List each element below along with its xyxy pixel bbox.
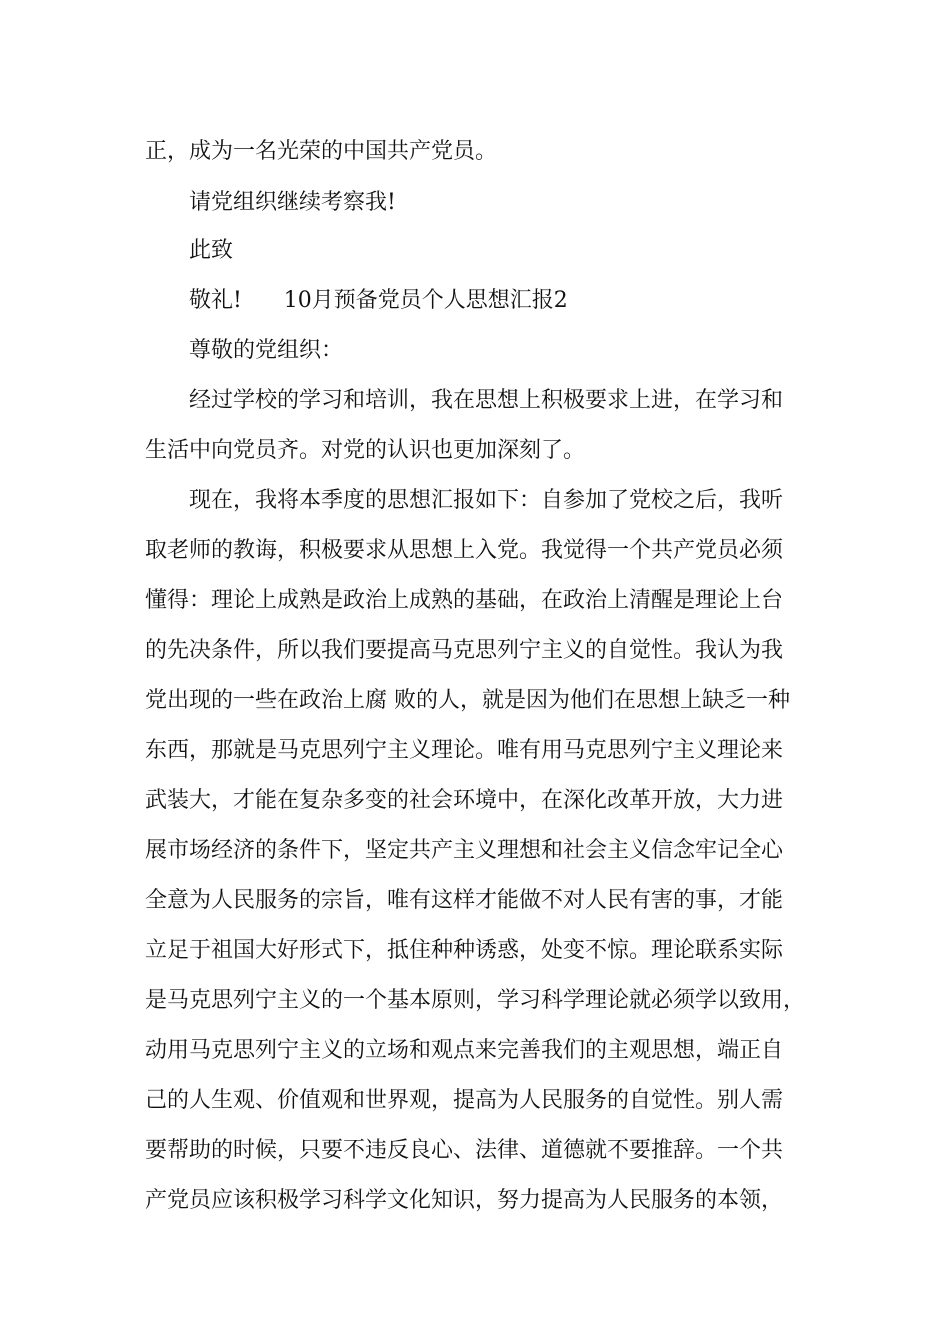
text-line: 的先决条件，所以我们要提高马克思列宁主义的自觉性。我认为我 [145,638,784,663]
text-line: 敬礼! 10月预备党员个人思想汇报2 [189,288,568,313]
salutation: 尊敬的党组织： [189,338,344,363]
text-line: 生活中向党员齐。对党的认识也更加深刻了。 [145,438,586,463]
text-line: 展市场经济的条件下，坚定共产主义理想和社会主义信念牢记全心 [145,838,784,863]
text-line: 请党组织继续考察我! [189,190,396,215]
text-line: 经过学校的学习和培训，我在思想上积极要求上进，在学习和 [189,388,784,413]
text-line: 武装大，才能在复杂多变的社会环境中，在深化改革开放，大力进 [145,788,784,813]
text-line: 正，成为一名光荣的中国共产党员。 [145,139,498,164]
text-line: 己的人生观、价值观和世界观，提高为人民服务的自觉性。别人需 [145,1088,784,1113]
text-line: 党出现的一些在政治上腐 败的人，就是因为他们在思想上缺乏一种 [145,688,790,713]
text-line: 东西，那就是马克思列宁主义理论。唯有用马克思列宁主义理论来 [145,738,784,763]
text-line: 现在，我将本季度的思想汇报如下：自参加了党校之后，我听 [189,488,784,513]
text-line: 动用马克思列宁主义的立场和观点来完善我们的主观思想，端正自 [145,1038,784,1063]
text-line: 全意为人民服务的宗旨，唯有这样才能做不对人民有害的事，才能 [145,888,784,913]
text-line: 要帮助的时候，只要不违反良心、法律、道德就不要推辞。一个共 [145,1138,784,1163]
text-line: 取老师的教诲，积极要求从思想上入党。我觉得一个共产党员必须 [145,538,784,563]
text-line: 产党员应该积极学习科学文化知识，努力提高为人民服务的本领， [145,1188,784,1213]
text-line: 是马克思列宁主义的一个基本原则，学习科学理论就必须学以致用， [145,988,806,1013]
text-line: 立足于祖国大好形式下，抵住种种诱惑，处变不惊。理论联系实际 [145,938,784,963]
text-line: 此致 [189,238,234,263]
text-line: 懂得：理论上成熟是政治上成熟的基础，在政治上清醒是理论上台 [145,588,784,613]
